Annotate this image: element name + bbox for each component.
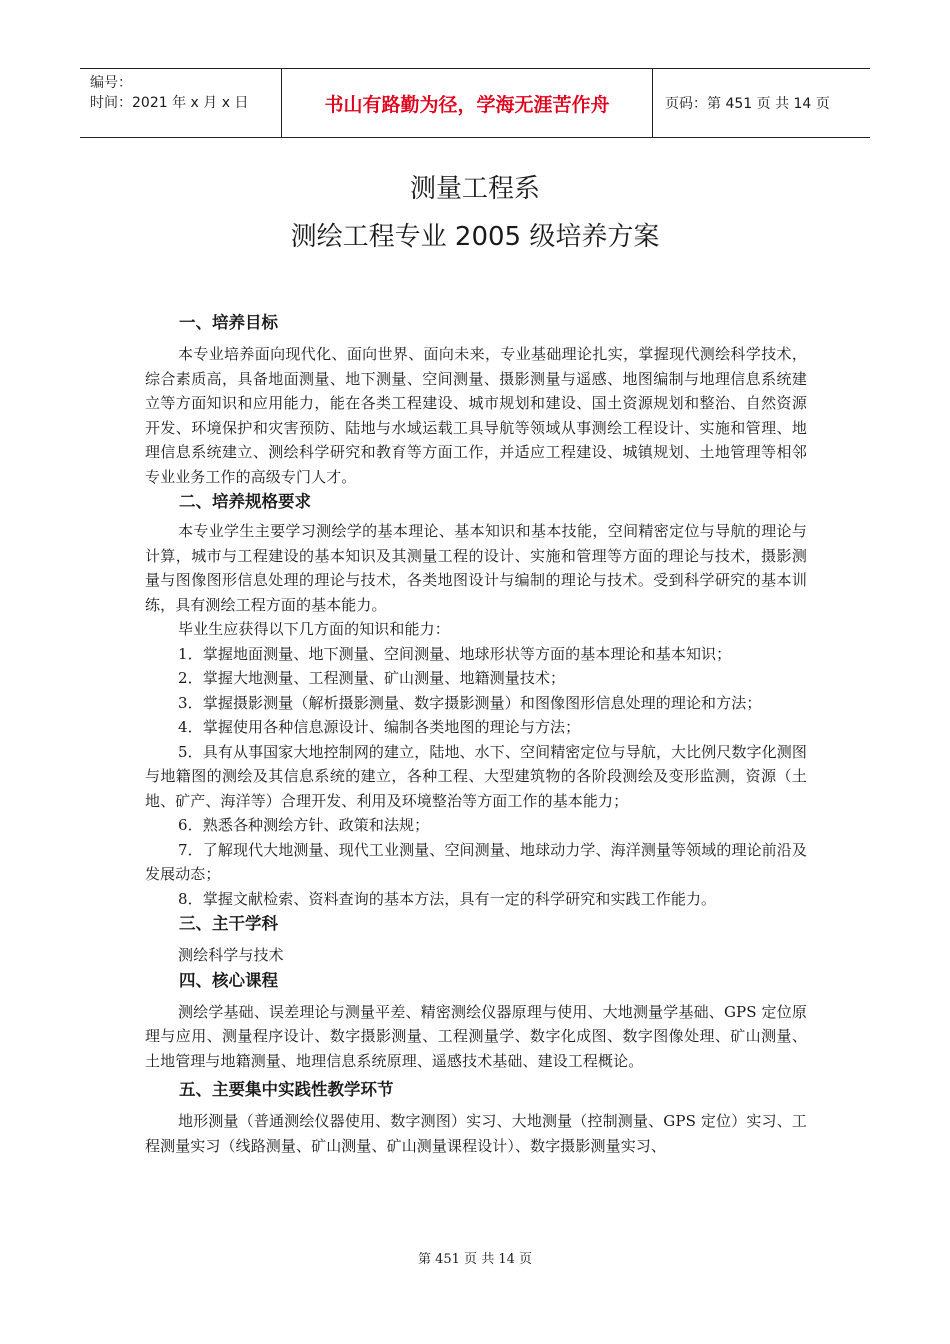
page-info: 页码：第 451 页 共 14 页 <box>665 96 830 112</box>
motto: 书山有路勤为径，学海无涯苦作舟 <box>281 69 653 137</box>
page-footer: 第 451 页 共 14 页 <box>417 1252 533 1267</box>
paragraph-abilities-intro: 毕业生应获得以下几方面的知识和能力： <box>178 620 450 638</box>
list-item: 1．掌握地面测量、地下测量、空间测量、地球形状等方面的基本理论和基本知识； <box>178 644 732 663</box>
section-heading-core-courses: 四、核心课程 <box>179 970 278 990</box>
list-item: 5．具有从事国家大地控制网的建立，陆地、水下、空间精密定位与导航，大比例尺数字化测图与地籍图的测绘及其信息系统的建立，各种工程、大型建筑物的各阶段测绘及变形监测，资源（土地、矿产、海洋等）合理开发、利用及环境整治等方面工作的基本能力； <box>145 742 807 810</box>
list-item: 6．熟悉各种测绘方针、政策和法规； <box>178 816 430 834</box>
section-heading-practice: 五、主要集中实践性教学环节 <box>179 1080 394 1099</box>
paragraph-core-courses: 测绘学基础、误差理论与测量平差、精密测绘仪器原理与使用、大地测量学基础、GPS 定位原理与应用、测量程序设计、数字摄影测量、工程测量学、数字化成图、数字图像处理、矿山测量、土地管理与地籍测量、地理信息系统原理、遥感技术基础、建设工程概论。 <box>145 1002 807 1070</box>
header-table <box>80 68 870 138</box>
document-body <box>145 310 807 1158</box>
header-meta-cell <box>80 69 281 137</box>
list-item: 2．掌握大地测量、工程测量、矿山测量、地籍测量技术； <box>178 669 566 687</box>
paragraph-disciplines: 测绘科学与技术 <box>178 946 284 964</box>
list-item: 4．掌握使用各种信息源设计、编制各类地图的理论与方法； <box>178 718 581 736</box>
list-item: 7．了解现代大地测量、现代工业测量、空间测量、地球动力学、海洋测量等领域的理论前沿及发展动态； <box>145 840 807 883</box>
document-title-main: 测绘工程专业 2005 级培养方案 <box>290 222 660 252</box>
time-label: 时间：2021 年 x 月 x 日 <box>90 95 249 111</box>
paragraph-requirements: 本专业学生主要学习测绘学的基本理论、基本知识和基本技能，空间精密定位与导航的理论与计算，城市与工程建设的基本知识及其测量工程的设计、实施和管理等方面的理论与技术，摄影测量与图像图形信息处理的理论与技术，各类地图设计与编制的理论与技术。受到科学研究的基本训练，具有测绘工程方面的基本能力。 <box>145 522 807 614</box>
section-heading-goals: 一、培养目标 <box>179 313 278 332</box>
list-item: 3．掌握摄影测量（解析摄影测量、数字摄影测量）和图像图形信息处理的理论和方法； <box>178 693 762 712</box>
paragraph-goals: 本专业培养面向现代化、面向世界、面向未来，专业基础理论扎实，掌握现代测绘科学技术，综合素质高，具备地面测量、地下测量、空间测量、摄影测量与遥感、地图编制与地理信息系统建立等方面知识和应用能力，能在各类工程建设、城市规划和建设、国土资源规划和整治、自然资源开发、环境保护和灾害预防、陆地与水域运载工具导航等领域从事测绘工程设计、实施和管理、地理信息系统建立、测绘科学研究和教育等方面工作，并适应工程建设、城镇规划、土地管理等相邻专业业务工作的高级专门人才。 <box>145 345 807 486</box>
paragraph-practice: 地形测量（普通测绘仪器使用、数字测图）实习、大地测量（控制测量、GPS 定位）实习、工程测量实习（线路测量、矿山测量、矿山测量课程设计）、数字摄影测量实习、 <box>145 1112 807 1155</box>
list-item: 8．掌握文献检索、资料查询的基本方法，具有一定的科学研究和实践工作能力。 <box>178 889 717 908</box>
section-heading-requirements: 二、培养规格要求 <box>179 492 311 511</box>
number-label: 编号： <box>90 75 132 91</box>
section-heading-disciplines: 三、主干学科 <box>179 914 278 933</box>
document-title-department: 测量工程系 <box>409 174 540 204</box>
